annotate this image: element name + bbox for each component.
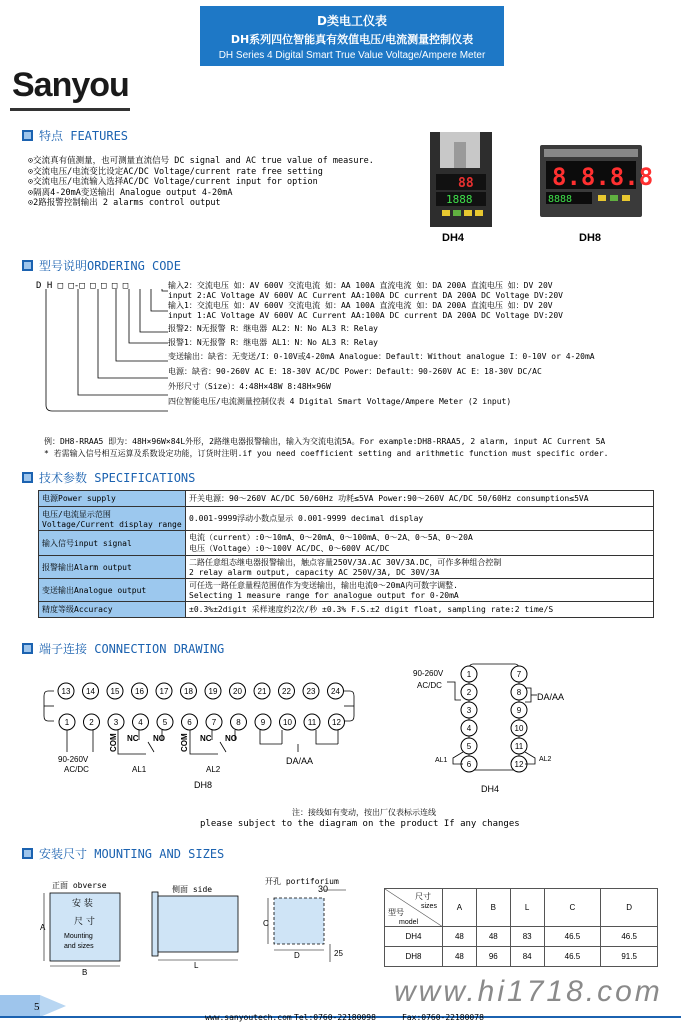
ordering-line: input 1:AC Voltage AV 600V AC Current AA:100A DC current DA 200A DC Voltage DV:20V: [168, 311, 563, 320]
dh4-left-terminal-number: 2: [466, 688, 472, 697]
title-banner: [200, 6, 504, 66]
dh4-right-terminal-number: 7: [516, 670, 522, 679]
ordering-line: 报警1：N无报警 R：继电器 AL1：N：No AL3 R：Relay: [168, 338, 378, 347]
dh8-top-terminal-number: 16: [135, 687, 144, 696]
dh8-product-image: [540, 145, 654, 217]
feature-item: ⊙交流电压/电流变比设定AC/DC Voltage/current rate free setting: [28, 166, 323, 177]
dh8-com-2: COM: [180, 733, 189, 752]
sizes-cell: 46.5: [544, 927, 601, 947]
dh8-bottom-terminal-number: 11: [307, 718, 317, 727]
dh4-label: DH4: [481, 784, 500, 794]
ordering-line: input 2:AC Voltage AV 600V AC Current AA:100A DC current DA 200A DC Voltage DV:20V: [168, 291, 563, 300]
feature-item: ⊙隔离4-20mA变送输出 Analogue output 4-20mA: [28, 187, 233, 198]
dh8-no-1: NO: [153, 734, 165, 743]
front-cn-2: 尺 寸: [74, 917, 95, 927]
dim-label-25: 25: [334, 949, 343, 958]
ordering-line: 电源：缺省：90-260V AC E：18-30V AC/DC Power：Default：90-260V AC E：18-30V DC/AC: [168, 367, 542, 376]
dh8-al2-label: AL2: [206, 765, 221, 774]
title-line-3: DH Series 4 Digital Smart True Value Voltage/Ampere Meter: [218, 50, 486, 61]
ordering-code-leaders: [36, 287, 171, 415]
dh4-right-terminal-number: 10: [514, 724, 524, 733]
ordering-line: 输入2：交流电压 如：AV 600V 交流电流 如：AA 100A 直流电流 如：DA 200A 直流电压 如：DV 20V: [168, 281, 553, 290]
dh8-nc-1: NC: [127, 734, 139, 743]
dh8-bottom-terminal-number: 10: [283, 718, 292, 727]
dh8-display-bottom: 8888: [548, 194, 573, 205]
dh8-power-label: 90-260V: [58, 755, 89, 764]
sizes-cell: DH4: [385, 927, 443, 947]
spec-row: [39, 507, 654, 531]
section-square-icon: [22, 130, 33, 141]
ordering-line: 外形尺寸（Size）：4:48H×48W 8:48H×96W: [168, 382, 331, 391]
dh8-bottom-terminal-number: 8: [236, 718, 241, 727]
dh8-bottom-terminal-number: 3: [113, 718, 119, 727]
dh8-nc-2: NC: [200, 734, 212, 743]
title-line-1: D类电工仪表: [317, 14, 387, 28]
feature-item: ⊙交流真有值测量，也可测量直流信号 DC signal and AC true value of measure.: [28, 156, 374, 166]
dh8-bottom-terminal-number: 5: [162, 718, 168, 727]
ordering-line: 报警2：N无报警 R：继电器 AL2：N：No AL3 R：Relay: [168, 324, 378, 333]
spec-label: 电压/电流显示范围 Voltage/Current display range: [39, 507, 186, 531]
dh8-top-terminal-number: 24: [331, 687, 340, 696]
sizes-col-a: A: [443, 889, 477, 927]
ordering-note: * 若需输入信号相互运算及系数设定功能，订货时注明.if you need coefficient setting and arithmetic function must specific order.: [44, 449, 609, 458]
spec-label: 精度等级Accuracy: [39, 602, 186, 618]
front-view-label: 正面 obverse: [52, 881, 107, 890]
spec-value: ±0.3%±2digit 采样速度约2次/秒 ±0.3% F.S.±2 digit float, sampling rate:2 time/S: [186, 602, 654, 618]
spec-value: 电流（current）:0～10mA、0～20mA、0～100mA、0～2A、0～5A、0～20A 电压（Voltage）:0～100V AC/DC、0～600V AC/DC: [186, 531, 654, 556]
sizes-header-row: [385, 889, 658, 927]
front-en-1: Mounting: [64, 933, 93, 940]
sizes-cell: 48: [476, 927, 510, 947]
dh4-power-label-2: AC/DC: [417, 681, 442, 690]
dh4-left-terminal-number: 4: [466, 724, 472, 733]
dh4-wiring-diagram: [405, 660, 575, 800]
dh8-bottom-terminal-number: 12: [332, 718, 341, 727]
spec-row: [39, 602, 654, 618]
dh8-bottom-terminal-number: 2: [89, 718, 94, 727]
connection-note-cn: 注：接线如有变动，按出厂仪表标示连线: [292, 808, 436, 817]
sizes-col-c: C: [544, 889, 601, 927]
dh8-top-terminal-number: 22: [282, 687, 291, 696]
spec-value: 0.001-9999浮动小数点显示 0.001-9999 decimal display: [186, 507, 654, 531]
dh8-display-top: 8.8.8.8: [552, 163, 654, 191]
dim-label-b: B: [82, 968, 88, 977]
dh8-no-2: NO: [225, 734, 237, 743]
sizes-header-corner: [385, 889, 443, 927]
ordering-line: 变送输出：缺省：无变送/I：0-10V或4-20mA Analogue：Default：Without analogue I：0-10V or 4-20mA: [168, 352, 595, 361]
feature-item: ⊙2路报警控制输出 2 alarms control output: [28, 198, 221, 208]
specs-table: [38, 490, 654, 618]
features-heading-text: 特点 FEATURES: [39, 129, 129, 143]
dh4-left-terminal-number: 5: [466, 742, 472, 751]
page-number: 5: [34, 1001, 40, 1013]
dh4-right-terminal-number: 9: [516, 706, 522, 715]
dh8-bottom-terminal-number: 4: [138, 718, 143, 727]
spec-value: 二路任意组态继电器报警输出，触点容量250V/3A.AC 30V/3A.DC，可作多种组合控制 2 relay alarm output, capacity AC 250V/3A, DC 30V/3A: [186, 556, 654, 579]
front-cn-1: 安 装: [72, 899, 93, 909]
ordering-line: 四位智能电压/电流测量控制仪表 4 Digital Smart Voltage/Ampere Meter (2 input): [168, 397, 512, 406]
sizes-row: [385, 927, 658, 947]
dh8-top-terminal-number: 18: [184, 687, 193, 696]
specs-heading: [22, 469, 195, 486]
spec-label: 输入信号input signal: [39, 531, 186, 556]
side-view-drawing: [148, 890, 248, 970]
front-view-drawing: [38, 890, 138, 978]
spec-label: 变送输出Analogue output: [39, 579, 186, 602]
dh8-label: DH8: [194, 780, 213, 790]
feature-item: ⊙交流电压/电流输入选择AC/DC Voltage/current input for option: [28, 177, 318, 187]
sizes-cn: 尺寸: [415, 892, 431, 901]
spec-row: [39, 579, 654, 602]
dh4-display-top: 88: [458, 176, 474, 191]
dh4-caption: DH4: [442, 232, 465, 244]
sizes-col-b: B: [476, 889, 510, 927]
connection-heading: [22, 640, 224, 657]
dh8-bottom-terminal-number: 6: [187, 718, 192, 727]
dh8-top-terminal-number: 15: [110, 687, 120, 696]
dh4-right-terminal-number: 12: [514, 760, 524, 769]
dh4-left-terminal-number: 3: [466, 706, 472, 715]
dim-label-30: 30: [318, 884, 329, 894]
section-square-icon: [22, 643, 33, 654]
dh4-left-terminal-number: 1: [466, 670, 472, 679]
dh8-top-terminal-number: 19: [208, 687, 218, 696]
ordering-heading-text: 型号说明ORDERING CODE: [39, 259, 181, 273]
footer-tel: Tel:0760-22180098: [294, 1013, 376, 1022]
dim-label-a: A: [40, 923, 46, 932]
hole-view-drawing: [262, 884, 362, 974]
sizes-cell: 96: [476, 947, 510, 967]
section-square-icon: [22, 848, 33, 859]
dh8-top-terminal-number: 14: [86, 687, 95, 696]
sizes-row: [385, 947, 658, 967]
sizes-cell: 48: [443, 927, 477, 947]
dim-label-d: D: [294, 951, 300, 960]
ordering-line: 输入1：交流电压 如：AV 600V 交流电流 如：AA 100A 直流电流 如：DA 200A 直流电压 如：DV 20V: [168, 301, 553, 310]
dh4-product-image: [430, 132, 492, 227]
dh8-top-terminal-number: 13: [61, 687, 71, 696]
mounting-heading: [22, 845, 224, 862]
features-list: [28, 156, 374, 209]
connection-heading-text: 端子连接 CONNECTION DRAWING: [39, 642, 225, 656]
dh8-top-terminal-number: 17: [159, 687, 169, 696]
brand-logo: Sanyou: [12, 66, 129, 104]
dh8-al1-label: AL1: [132, 765, 147, 774]
model-cn: 型号: [388, 908, 404, 917]
features-heading: [22, 127, 128, 144]
dh4-left-terminal-number: 6: [466, 760, 472, 769]
dh4-da-aa-label: DA/AA: [537, 692, 565, 702]
dh4-display-bottom: 1888: [446, 193, 473, 206]
dh8-bottom-terminal-number: 1: [64, 718, 70, 727]
ordering-example: 例：DH8-RRAA5 即为：48H×96W×84L外形，2路继电器报警输出，输入为交流电流5A。For example:DH8-RRAA5, 2 alarm, input AC Current 5A: [44, 437, 606, 446]
dh4-al1-label: AL1: [435, 757, 448, 764]
dh8-bottom-terminal-number: 9: [260, 718, 266, 727]
section-square-icon: [22, 472, 33, 483]
title-line-2: DH系列四位智能真有效值电压/电流测量控制仪表: [230, 33, 474, 46]
connection-note-en: please subject to the diagram on the product If any changes: [200, 819, 520, 829]
sizes-col-l: L: [510, 889, 544, 927]
dim-label-l: L: [194, 961, 199, 970]
side-view-label: 侧面 side: [172, 885, 213, 894]
dh4-al2-label: AL2: [539, 756, 552, 763]
ordering-lines: [168, 281, 595, 407]
spec-row: [39, 491, 654, 507]
sizes-en: sizes: [421, 903, 437, 910]
mounting-heading-text: 安装尺寸 MOUNTING AND SIZES: [39, 847, 225, 861]
dh8-da-aa-label: DA/AA: [286, 756, 314, 766]
dh4-right-terminal-number: 8: [516, 688, 522, 697]
sizes-cell: DH8: [385, 947, 443, 967]
dh8-top-terminal-number: 23: [306, 687, 316, 696]
dh8-com-1: COM: [109, 733, 118, 752]
spec-value: 开关电源：90～260V AC/DC 50/60Hz 功耗≤5VA Power:90～260V AC/DC 50/60Hz consumption≤5VA: [186, 491, 654, 507]
spec-row: [39, 531, 654, 556]
dh8-bottom-terminal-number: 7: [211, 718, 217, 727]
footer-web[interactable]: www.sanyoutech.com: [205, 1013, 292, 1022]
spec-row: [39, 556, 654, 579]
model-en: model: [399, 919, 419, 926]
sizes-cell: 84: [510, 947, 544, 967]
sizes-cell: 48: [443, 947, 477, 967]
sizes-cell: 83: [510, 927, 544, 947]
section-square-icon: [22, 260, 33, 271]
ordering-heading: [22, 257, 181, 274]
front-en-2: and sizes: [64, 943, 94, 950]
dh4-power-label: 90-260V: [413, 669, 444, 678]
sizes-cell: 46.5: [544, 947, 601, 967]
dh8-top-terminal-number: 21: [257, 687, 267, 696]
hole-view-label: 开孔 portiforium: [265, 877, 339, 886]
footer-fax: Fax:0760-22180078: [402, 1013, 484, 1022]
dh4-right-terminal-number: 11: [514, 742, 524, 751]
dh8-top-terminal-number: 20: [233, 687, 242, 696]
dim-label-c: C: [263, 919, 269, 928]
dh8-wiring-diagram: [40, 680, 360, 795]
spec-label: 报警输出Alarm output: [39, 556, 186, 579]
sizes-col-d: D: [601, 889, 658, 927]
sizes-cell: 91.5: [601, 947, 658, 967]
dh8-power-label-2: AC/DC: [64, 765, 89, 774]
watermark: www.hi1718.com: [394, 975, 663, 1008]
ordering-code: D H □ □-□ □ □ □ □: [36, 281, 129, 291]
sizes-table: [384, 888, 658, 967]
spec-value: 可任选一路任意量程范围值作为变送输出，输出电流0～20mA内可数字调整. Selecting 1 measure range for analogue output for 0-20mA: [186, 579, 654, 602]
dh8-caption: DH8: [579, 232, 602, 244]
logo-underline: [10, 108, 130, 111]
spec-label: 电源Power supply: [39, 491, 186, 507]
sizes-cell: 46.5: [601, 927, 658, 947]
specs-heading-text: 技术参数 SPECIFICATIONS: [39, 471, 196, 485]
